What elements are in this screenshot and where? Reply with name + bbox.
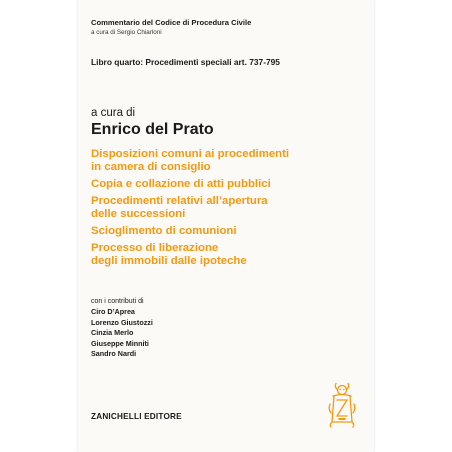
contributors-lead: con i contributi di [91,298,144,305]
topic-item: Processo di liberazione degli immobili dalle ipoteche [91,241,247,267]
contributor-name: Cinzia Merlo [91,328,134,337]
contributor-name: Sandro Nardi [91,349,137,358]
contributors-block [91,297,291,360]
curator-lead: a cura di [91,107,136,119]
topic-item: Procedimenti relativi all’apertura delle successioni [91,194,268,220]
topics-list [91,148,367,272]
contributor-name: Lorenzo Giustozzi [91,317,153,327]
series-editor: a cura di Sergio Chiarloni [91,29,162,36]
topic-item: Scioglimento di comunioni [91,224,237,237]
series-title: Commentario del Codice di Procedura Civile [91,18,252,27]
topic-item: Copia e collazione di atti pubblici [91,178,271,190]
series-block [91,18,361,37]
zanichelli-seal-icon [327,382,357,428]
publisher-name: ZANICHELLI EDITORE [91,412,182,421]
curator-name: Enrico del Prato [91,121,214,138]
volume-title: Libro quarto: Procedimenti speciali art. 737-795 [91,57,280,67]
contributor-name: Giuseppe Minniti [91,338,149,348]
contributor-name: Ciro D’Aprea [91,307,135,316]
contributors-list [91,307,291,360]
topic-item: Disposizioni comuni ai procedimenti in camera di consiglio [91,148,290,174]
